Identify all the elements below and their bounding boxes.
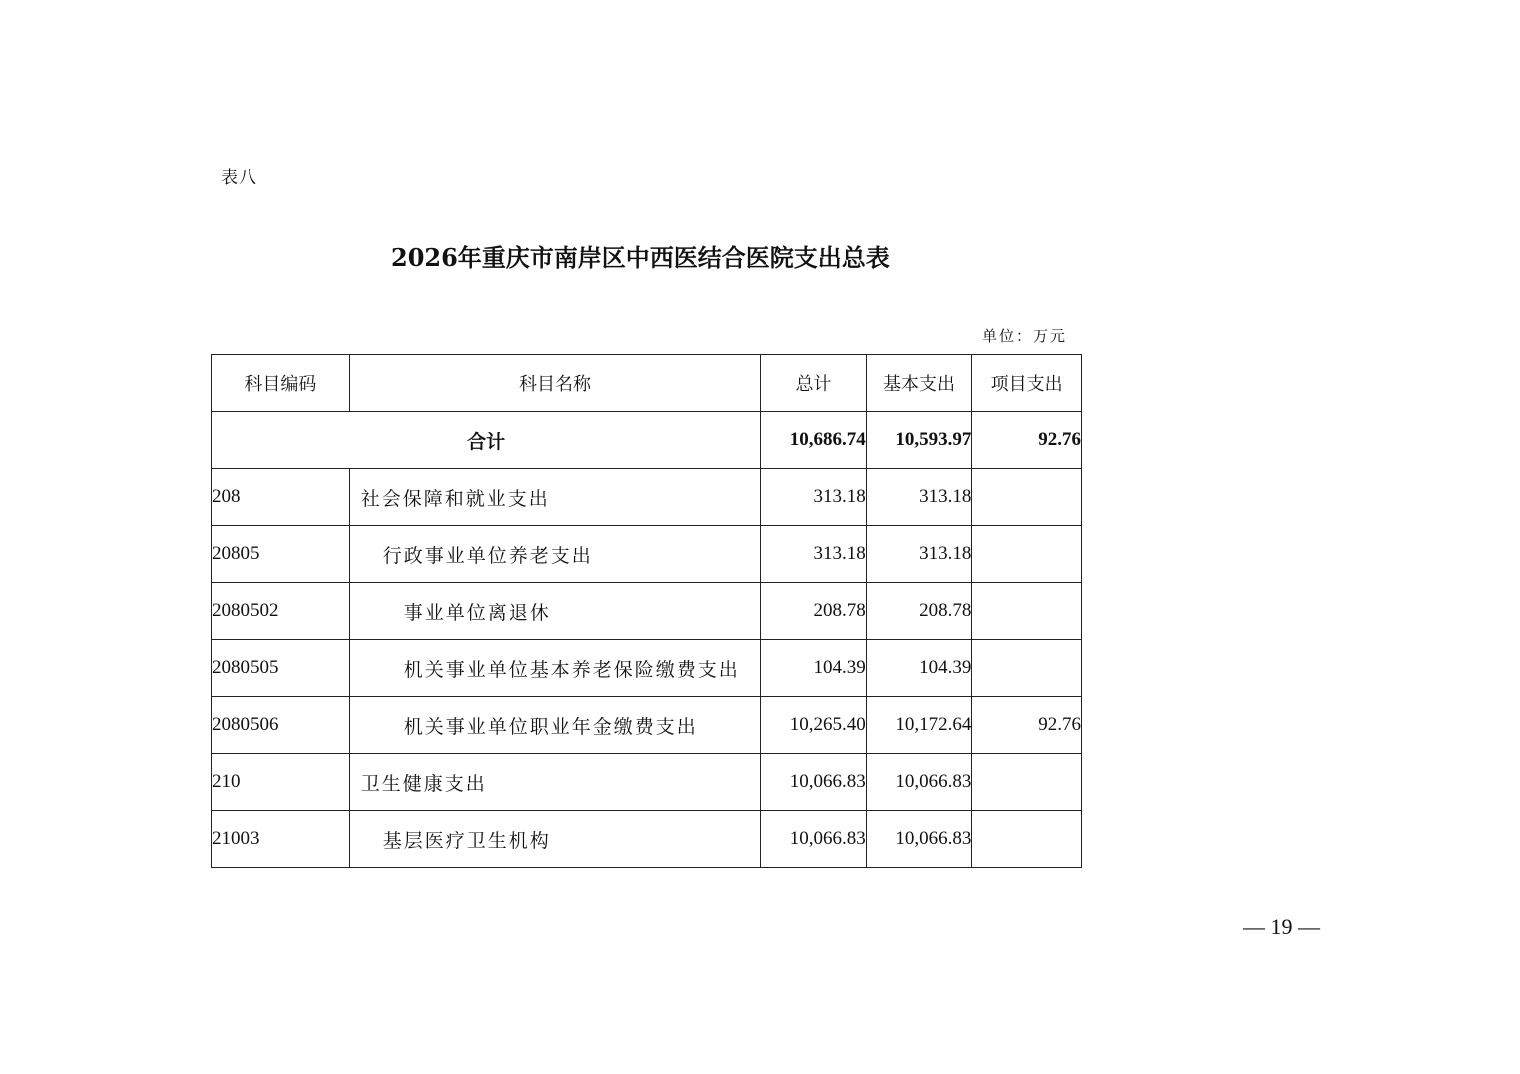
row-name: 卫生健康支出 <box>349 754 760 811</box>
row-project: 92.76 <box>972 697 1082 754</box>
row-basic: 10,066.83 <box>866 811 972 868</box>
row-basic: 10,066.83 <box>866 754 972 811</box>
total-basic: 10,593.97 <box>866 412 972 469</box>
row-name: 社会保障和就业支出 <box>349 469 760 526</box>
row-total: 10,066.83 <box>761 754 867 811</box>
total-sum: 10,686.74 <box>761 412 867 469</box>
row-code: 210 <box>212 754 350 811</box>
row-name: 机关事业单位基本养老保险缴费支出 <box>349 640 760 697</box>
row-name: 行政事业单位养老支出 <box>349 526 760 583</box>
row-name: 基层医疗卫生机构 <box>349 811 760 868</box>
row-basic: 10,172.64 <box>866 697 972 754</box>
total-row <box>212 412 1082 469</box>
row-project <box>972 469 1082 526</box>
unit-label: 单位：万元 <box>982 327 1068 345</box>
total-project: 92.76 <box>972 412 1082 469</box>
page-number: — 19 — <box>1243 914 1320 939</box>
table-row <box>212 811 1082 868</box>
row-code: 2080505 <box>212 640 350 697</box>
row-code: 20805 <box>212 526 350 583</box>
table-row <box>212 526 1082 583</box>
table-row <box>212 754 1082 811</box>
row-total: 313.18 <box>761 526 867 583</box>
row-name: 机关事业单位职业年金缴费支出 <box>349 697 760 754</box>
header-name: 科目名称 <box>349 355 760 412</box>
total-label: 合计 <box>212 412 761 469</box>
header-basic: 基本支出 <box>866 355 972 412</box>
row-basic: 104.39 <box>866 640 972 697</box>
row-total: 104.39 <box>761 640 867 697</box>
row-code: 208 <box>212 469 350 526</box>
row-code: 2080506 <box>212 697 350 754</box>
row-name: 事业单位离退休 <box>349 583 760 640</box>
header-project: 项目支出 <box>972 355 1082 412</box>
header-code: 科目编码 <box>212 355 350 412</box>
table-row <box>212 583 1082 640</box>
row-project <box>972 754 1082 811</box>
row-total: 10,066.83 <box>761 811 867 868</box>
table-row <box>212 697 1082 754</box>
header-row <box>212 355 1082 412</box>
row-basic: 208.78 <box>866 583 972 640</box>
row-total: 10,265.40 <box>761 697 867 754</box>
row-code: 21003 <box>212 811 350 868</box>
row-basic: 313.18 <box>866 526 972 583</box>
row-project <box>972 811 1082 868</box>
row-total: 208.78 <box>761 583 867 640</box>
row-project <box>972 526 1082 583</box>
table-row <box>212 469 1082 526</box>
row-basic: 313.18 <box>866 469 972 526</box>
row-code: 2080502 <box>212 583 350 640</box>
row-total: 313.18 <box>761 469 867 526</box>
document-title: 2026年重庆市南岸区中西医结合医院支出总表 <box>391 243 890 272</box>
header-total: 总计 <box>761 355 867 412</box>
row-project <box>972 583 1082 640</box>
table-label: 表八 <box>221 168 257 188</box>
row-project <box>972 640 1082 697</box>
table-row <box>212 640 1082 697</box>
expense-table <box>211 354 1082 868</box>
